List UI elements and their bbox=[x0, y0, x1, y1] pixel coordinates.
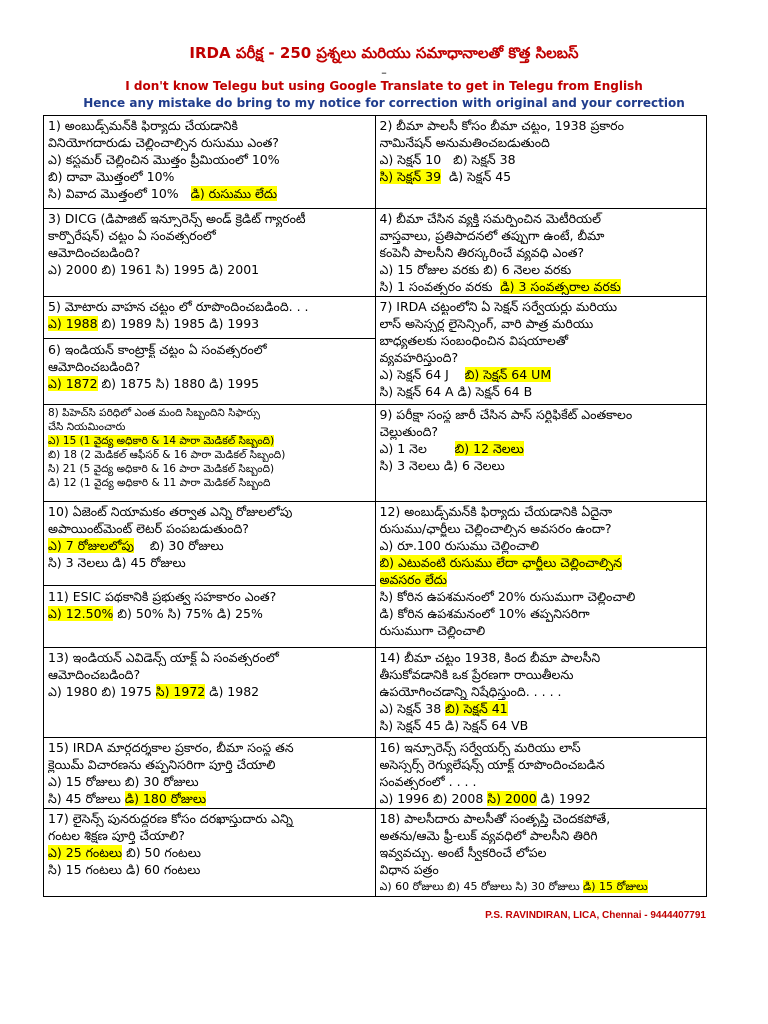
page-title: IRDA పరీక్ష - 250 ప్రశ్నలు మరియు సమాధానాలతో కొత్త సిలబస్ bbox=[189, 44, 579, 62]
option-line: సి) కోరిన ఉపశమనంలో 20% రుసుముగా చెల్లించాలి bbox=[379, 589, 636, 604]
option-line bbox=[48, 375, 371, 392]
option-line: ఎ) 15 రోజుల వరకు బి) 6 నెలల వరకు bbox=[379, 262, 572, 277]
option-line: ఎ) కస్టమర్ చెల్లించిన మొత్తం ప్రీమియంలో 10% bbox=[48, 152, 280, 167]
question-text: విధాన పత్రం bbox=[379, 862, 439, 877]
option-line: ఎ) రూ.100 రుసుము చెల్లించాలి bbox=[379, 538, 540, 553]
table-row bbox=[44, 809, 707, 897]
question-text: చేసి నియమించారు bbox=[48, 421, 126, 433]
question-text: ఆమోదించబడింది? bbox=[48, 245, 141, 260]
question-text: వ్యవహరిస్తుంది? bbox=[379, 350, 459, 365]
question-17 bbox=[44, 809, 376, 897]
option-line bbox=[48, 537, 371, 554]
question-12 bbox=[375, 502, 707, 648]
question-13 bbox=[44, 648, 376, 738]
option-line: సి) 21 (5 వైద్య అధికారి & 16 పారా మెడికల్ సిబ్బంది) bbox=[48, 463, 275, 475]
option: ఎ) సెక్షన్ 10 bbox=[379, 152, 442, 167]
option: బి) 1989 సి) 1985 డి) 1993 bbox=[97, 316, 260, 331]
question-text: 13) ఇండియన్ ఎవిడెన్స్ యాక్ట్ ఏ సంవత్సరంలో bbox=[48, 650, 279, 665]
translation-note: I don't know Telegu but using Google Translate to get in Telegu from English bbox=[125, 79, 643, 93]
questions-5-6 bbox=[44, 297, 376, 405]
question-text: 9) పరీక్షా సంస్థ జారీ చేసిన పాస్ సర్టిఫికేట్ ఎంతకాలం bbox=[379, 407, 633, 422]
question-text: వాస్తవాలు, ప్రతిపాదనలో తప్పుగా ఉంటే, బీమా bbox=[379, 228, 605, 243]
question-text: కంపెనీ పాలసీని తిరస్కరించే వ్యవధి ఎంత? bbox=[379, 245, 585, 260]
correct-answer: డి) రుసుము లేదు bbox=[190, 186, 278, 201]
question-text: 16) ఇన్సూరెన్స్ సర్వేయర్స్ మరియు లాస్ bbox=[379, 740, 581, 755]
option: బి) 50 గంటలు bbox=[122, 845, 201, 860]
option: ఎ) సెక్షన్ 64 J bbox=[379, 367, 449, 382]
table-row bbox=[44, 405, 707, 502]
correct-answer: సి) 2000 bbox=[487, 791, 537, 806]
option: బి) 50% సి) 75% డి) 25% bbox=[113, 606, 263, 621]
option: డి) 1992 bbox=[536, 791, 591, 806]
correct-answer: అవసరం లేదు bbox=[379, 572, 447, 587]
option: డి) సెక్షన్ 45 bbox=[449, 169, 512, 184]
question-text: 2) బీమా పాలసీ కోసం బీమా చట్టం, 1938 ప్రకారం bbox=[379, 118, 624, 133]
option-line bbox=[380, 554, 703, 571]
correct-answer: సి) సెక్షన్ 39 bbox=[379, 169, 442, 184]
question-table bbox=[43, 115, 707, 897]
option-line: బి) దావా మొత్తంలో 10% bbox=[48, 169, 175, 184]
option-line: డి) 12 (1 వైద్య అధికారి & 11 పారా మెడికల్ సిబ్బంది bbox=[48, 477, 271, 489]
question-14 bbox=[375, 648, 707, 738]
question-text: వినియోగదారుడు చెల్లించాల్సిన రుసుము ఎంత? bbox=[48, 135, 279, 150]
question-text: తీసుకోవడానికి ఒక ప్రేరణగా రాయితీలను bbox=[379, 667, 574, 682]
question-8 bbox=[44, 405, 376, 502]
question-text: 15) IRDA మార్గదర్శకాల ప్రకారం, బీమా సంస్థ తన bbox=[48, 740, 294, 755]
table-row bbox=[44, 297, 707, 405]
question-11 bbox=[44, 585, 375, 622]
correct-answer: బి) 12 నెలలు bbox=[454, 441, 524, 456]
option-line bbox=[380, 278, 703, 295]
correct-answer: ఎ) 1872 bbox=[48, 376, 98, 391]
option: బి) సెక్షన్ 38 bbox=[453, 152, 516, 167]
option: ఎ) సెక్షన్ 38 bbox=[379, 701, 446, 716]
question-text: ఆమోదించబడింది? bbox=[48, 667, 141, 682]
correct-answer: డి) 180 రోజులు bbox=[124, 791, 207, 806]
question-4 bbox=[375, 209, 707, 297]
option: ఎ) 1 నెల bbox=[379, 441, 427, 456]
questions-10-11 bbox=[44, 502, 376, 648]
option-line: రుసుముగా చెల్లించాలి bbox=[379, 623, 486, 638]
correct-answer: ఎ) 12.50% bbox=[48, 606, 114, 621]
option: సి) 1 సంవత్సరం వరకు bbox=[379, 279, 493, 294]
option: బి) 1875 సి) 1880 డి) 1995 bbox=[97, 376, 260, 391]
question-text: లాస్ అసెస్సర్ల లైసెన్సింగ్, వారి పాత్ర మరియు bbox=[379, 316, 594, 331]
option-line bbox=[48, 844, 371, 861]
correct-answer: డి) 3 సంవత్సరాల వరకు bbox=[500, 279, 621, 294]
question-text: చెల్లుతుంది? bbox=[379, 424, 439, 439]
correct-answer: ఎ) 1988 bbox=[48, 316, 98, 331]
option-line: ఎ) 2000 బి) 1961 సి) 1995 డి) 2001 bbox=[48, 262, 260, 277]
table-row bbox=[44, 738, 707, 809]
option: ఎ) 1980 బి) 1975 bbox=[48, 684, 156, 699]
option-line bbox=[380, 168, 703, 185]
question-text: 5) మోటారు వాహన చట్టం లో రూపొందించబడింది. . . bbox=[48, 299, 309, 314]
question-text: నామినేషన్ అనుమతించబడుతుంది bbox=[379, 135, 550, 150]
question-text: 12) అంబుడ్స్‌మన్‌కి ఫిర్యాదు చేయడానికి ఏదైనా bbox=[379, 504, 613, 519]
option: బి) 30 రోజులు bbox=[149, 538, 224, 553]
correct-answer: బి) సెక్షన్ 41 bbox=[445, 701, 508, 716]
question-text: 10) ఏజెంట్ నియామకం తర్వాత ఎన్ని రోజులలోపు bbox=[48, 504, 293, 519]
question-text: 17) లైసెన్స్ పునరుద్ధరణ కోసం దరఖాస్తుదారు ఎన్ని bbox=[48, 811, 293, 826]
correct-answer: డి) 15 రోజులు bbox=[583, 880, 648, 893]
question-text: ఇవ్వవచ్చు. అంటే స్వీకరించే లోపల bbox=[379, 845, 547, 860]
question-2 bbox=[375, 116, 707, 209]
question-text: అపాయింట్‌మెంట్ లెటర్ పంపబడుతుంది? bbox=[48, 521, 249, 536]
table-row bbox=[44, 209, 707, 297]
correct-answer: ఎ) 7 రోజులలోపు bbox=[48, 538, 135, 553]
option-line bbox=[380, 366, 703, 383]
question-text: క్లెయిమ్ విచారణను తప్పనిసరిగా పూర్తి చేయాలి bbox=[48, 757, 276, 772]
question-9 bbox=[375, 405, 707, 502]
correct-answer: బి) సెక్షన్ 64 UM bbox=[464, 367, 552, 382]
option-line: సి) 3 నెలలు డి) 6 నెలలు bbox=[379, 458, 505, 473]
option: సి) 45 రోజులు bbox=[48, 791, 125, 806]
question-1 bbox=[44, 116, 376, 209]
question-text: కార్పొరేషన్) చట్టం ఏ సంవత్సరంలో bbox=[48, 228, 216, 243]
option-line: డి) కోరిన ఉపశమనంలో 10% తప్పనిసరిగా bbox=[379, 606, 590, 621]
question-16 bbox=[375, 738, 707, 809]
question-text: 1) అంబుడ్స్‌మన్‌కి ఫిర్యాదు చేయడానికి bbox=[48, 118, 238, 133]
option: ఎ) 1996 బి) 2008 bbox=[379, 791, 488, 806]
question-3 bbox=[44, 209, 376, 297]
question-6 bbox=[44, 338, 375, 392]
option-line bbox=[48, 605, 371, 622]
option: ఎ) 60 రోజులు బి) 45 రోజులు సి) 30 రోజులు bbox=[379, 880, 584, 893]
question-text: అతను/ఆమె ఫ్రీ-లుక్ వ్యవధిలో పాలసీని తిరిగి bbox=[379, 828, 598, 843]
option-line bbox=[380, 571, 703, 588]
question-15 bbox=[44, 738, 376, 809]
question-text: అసెస్సర్స్ రెగ్యులేషన్స్ యాక్ట్ రూపొందించబడిన bbox=[379, 757, 605, 772]
option-line: సి) సెక్షన్ 45 డి) సెక్షన్ 64 VB bbox=[379, 718, 529, 733]
question-text: 14) బీమా చట్టం 1938, కింద బీమా పాలసీని bbox=[379, 650, 601, 665]
correction-note: Hence any mistake do bring to my notice for correction with original and your correction bbox=[83, 96, 685, 110]
option-line: ఎ) 15 రోజులు బి) 30 రోజులు bbox=[48, 774, 199, 789]
option-line bbox=[380, 151, 703, 168]
table-row bbox=[44, 648, 707, 738]
option-line: సి) 3 నెలలు డి) 45 రోజులు bbox=[48, 555, 186, 570]
table-row bbox=[44, 116, 707, 209]
question-text: 4) బీమా చేసిన వ్యక్తి సమర్పించిన మెటీరియల్ bbox=[379, 211, 601, 226]
option-line: బి) 18 (2 మెడికల్ ఆఫీసర్ & 16 పారా మెడికల్ సిబ్బంది) bbox=[48, 449, 286, 461]
question-18 bbox=[375, 809, 707, 897]
question-text: 7) IRDA చట్టంలోని ఏ సెక్షన్ సర్వేయర్లు మరియు bbox=[379, 299, 618, 314]
correct-answer: బి) ఎటువంటి రుసుము లేదా ఛార్జీలు చెల్లించాల్సిన bbox=[379, 555, 622, 570]
option: సి) వివాద మొత్తంలో 10% bbox=[48, 186, 179, 201]
option: డి) 1982 bbox=[205, 684, 260, 699]
question-text: 3) DICG (డిపాజిట్ ఇన్సూరెన్స్ అండ్ క్రెడిట్ గ్యారంటీ bbox=[48, 211, 306, 226]
question-text: 6) ఇండియన్ కాంట్రాక్ట్ చట్టం ఏ సంవత్సరంలో bbox=[48, 342, 267, 357]
question-text: ఉపయోగించడాన్ని నిషేధిస్తుంది. . . . . bbox=[379, 684, 562, 699]
correct-answer: సి) 1972 bbox=[155, 684, 206, 699]
question-text: బాధ్యతలకు సంబంధించిన విషయాలతో bbox=[379, 333, 569, 348]
option-line bbox=[48, 790, 371, 807]
option-line: సి) 15 గంటలు డి) 60 గంటలు bbox=[48, 862, 201, 877]
option-line bbox=[48, 185, 371, 202]
question-7 bbox=[375, 297, 707, 405]
question-text: రుసుము/ఛార్జీలు చెల్లించాల్సిన అవసరం ఉందా? bbox=[379, 521, 612, 536]
dash-separator: – bbox=[381, 66, 387, 79]
question-text: 11) ESIC పథకానికి ప్రభుత్వ సహకారం ఎంత? bbox=[48, 589, 277, 604]
option-line bbox=[380, 700, 703, 717]
question-text: 18) పాలసీదారు పాలసీతో సంతృప్తి చెందకపోతే, bbox=[379, 811, 611, 826]
table-row bbox=[44, 502, 707, 648]
correct-answer: ఎ) 25 గంటలు bbox=[48, 845, 123, 860]
question-text: సంవత్సరంలో . . . . bbox=[379, 774, 477, 789]
question-text: ఆమోదించబడింది? bbox=[48, 359, 141, 374]
author-footer: P.S. RAVINDIRAN, LICA, Chennai - 9444407791 bbox=[485, 910, 706, 921]
option-line bbox=[48, 434, 371, 448]
option-line bbox=[380, 878, 703, 895]
option-line bbox=[380, 440, 703, 457]
option-line bbox=[48, 683, 371, 700]
option-line bbox=[380, 790, 703, 807]
question-text: గంటల శిక్షణ పూర్తి చేయాలి? bbox=[48, 828, 185, 843]
correct-answer: ఎ) 15 (1 వైద్య అధికారి & 14 పారా మెడికల్ సిబ్బంది) bbox=[48, 435, 275, 447]
question-text: 8) పిహెచ్‌సి పరిధిలో ఎంత మంది సిబ్బందిని సిఫార్సు bbox=[48, 407, 260, 419]
option-line: సి) సెక్షన్ 64 A డి) సెక్షన్ 64 B bbox=[379, 384, 533, 399]
option-line bbox=[48, 315, 371, 332]
